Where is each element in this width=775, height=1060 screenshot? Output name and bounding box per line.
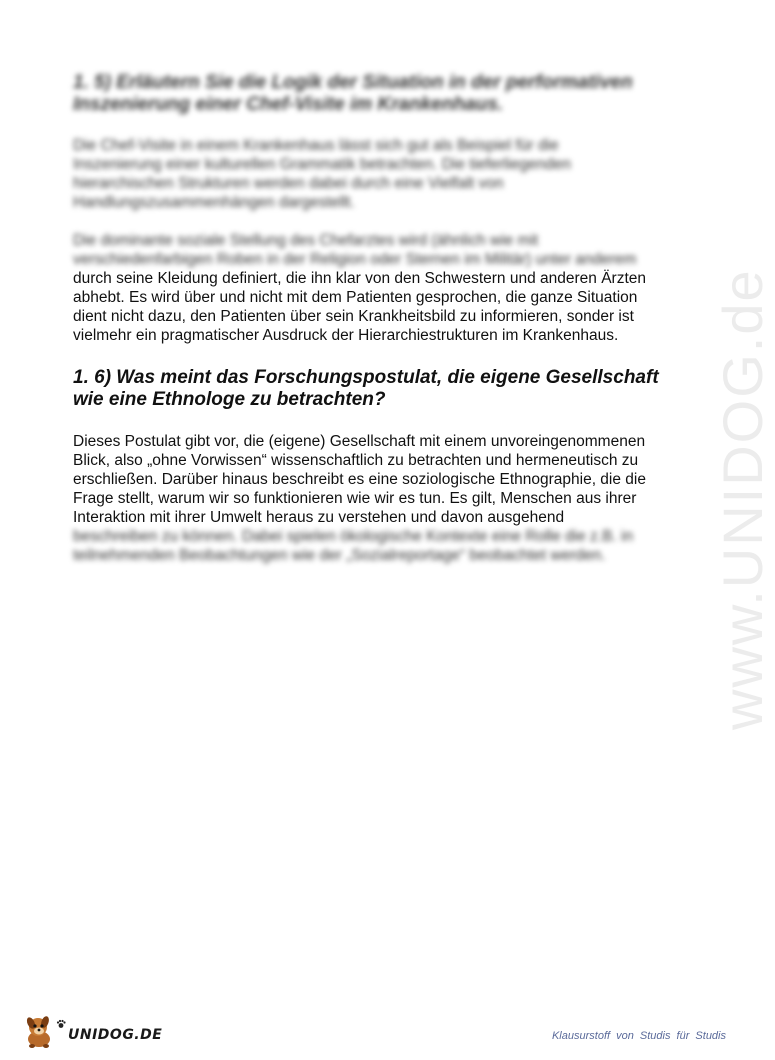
text-line: Handlungszusammenhängen dargestellt. <box>73 194 355 211</box>
paw-icon <box>56 1019 66 1029</box>
text-line: erschließen. Darüber hinaus beschreibt es eine soziologische Ethnographie, die die <box>73 471 646 488</box>
text-line: Inszenierung einer kulturellen Grammatik betrachten. Die tieferliegenden <box>73 156 571 173</box>
heading-line: Inszenierung einer Chef-Visite im Krankenhaus. <box>73 94 504 115</box>
text-line: Blick, also „ohne Vorwissen“ wissenschaftlich zu betrachten und hermeneutisch zu <box>73 452 639 469</box>
paragraph-1-5-a <box>73 136 673 212</box>
text-line: teilnehmenden Beobachtungen wie der „Sozialreportage“ beobachtet werden. <box>73 547 606 564</box>
text-line: dient nicht dazu, den Patienten über sein Krankheitsbild zu informieren, sonder ist <box>73 308 634 325</box>
section-heading-1-6 <box>73 367 673 411</box>
text-line: verschiedenfarbigen Roben in der Religion oder Sternen im Militär) unter anderem <box>73 251 637 268</box>
heading-line: 1. 5) Erläutern Sie die Logik der Situation in der performativen <box>73 72 633 93</box>
watermark: www.UNIDOG.de <box>711 268 774 730</box>
text-line: Dieses Postulat gibt vor, die (eigene) Gesellschaft mit einem unvoreingenommenen <box>73 433 646 450</box>
heading-line: 1. 6) Was meint das Forschungspostulat, die eigene Gesellschaft <box>73 367 659 388</box>
footer-logo <box>22 1013 162 1049</box>
section-heading-1-5 <box>73 72 673 116</box>
text-line: Frage stellt, warum wir so funktionieren wie wir es tun. Es gilt, Menschen aus ihrer <box>73 490 637 507</box>
paragraph-1-6 <box>73 432 673 565</box>
text-line: Die dominante soziale Stellung des Chefarztes wird (ähnlich wie mit <box>73 232 539 249</box>
paragraph-1-5-b <box>73 231 673 345</box>
text-line: durch seine Kleidung definiert, die ihn klar von den Schwestern und anderen Ärzten <box>73 270 647 287</box>
text-line: beschreiben zu können. Dabei spielen ökologische Kontexte eine Rolle die z.B. in <box>73 528 634 545</box>
dog-mascot-icon <box>22 1013 56 1049</box>
logo-text: UNIDOG.DE <box>68 1027 163 1043</box>
text-line: Interaktion mit ihrer Umwelt heraus zu verstehen und davon ausgehend <box>73 509 565 526</box>
heading-line: wie eine Ethnologe zu betrachten? <box>73 389 386 410</box>
footer-tagline: Klausurstoff von Studis für Studis <box>551 1030 726 1042</box>
text-line: hierarchischen Strukturen werden dabei durch eine Vielfalt von <box>73 175 504 192</box>
text-line: abhebt. Es wird über und nicht mit dem Patienten gesprochen, die ganze Situation <box>73 289 638 306</box>
text-line: vielmehr ein pragmatischer Ausdruck der Hierarchiestrukturen im Krankenhaus. <box>73 327 619 344</box>
text-line: Die Chef-Visite in einem Krankenhaus lässt sich gut als Beispiel für die <box>73 137 559 154</box>
